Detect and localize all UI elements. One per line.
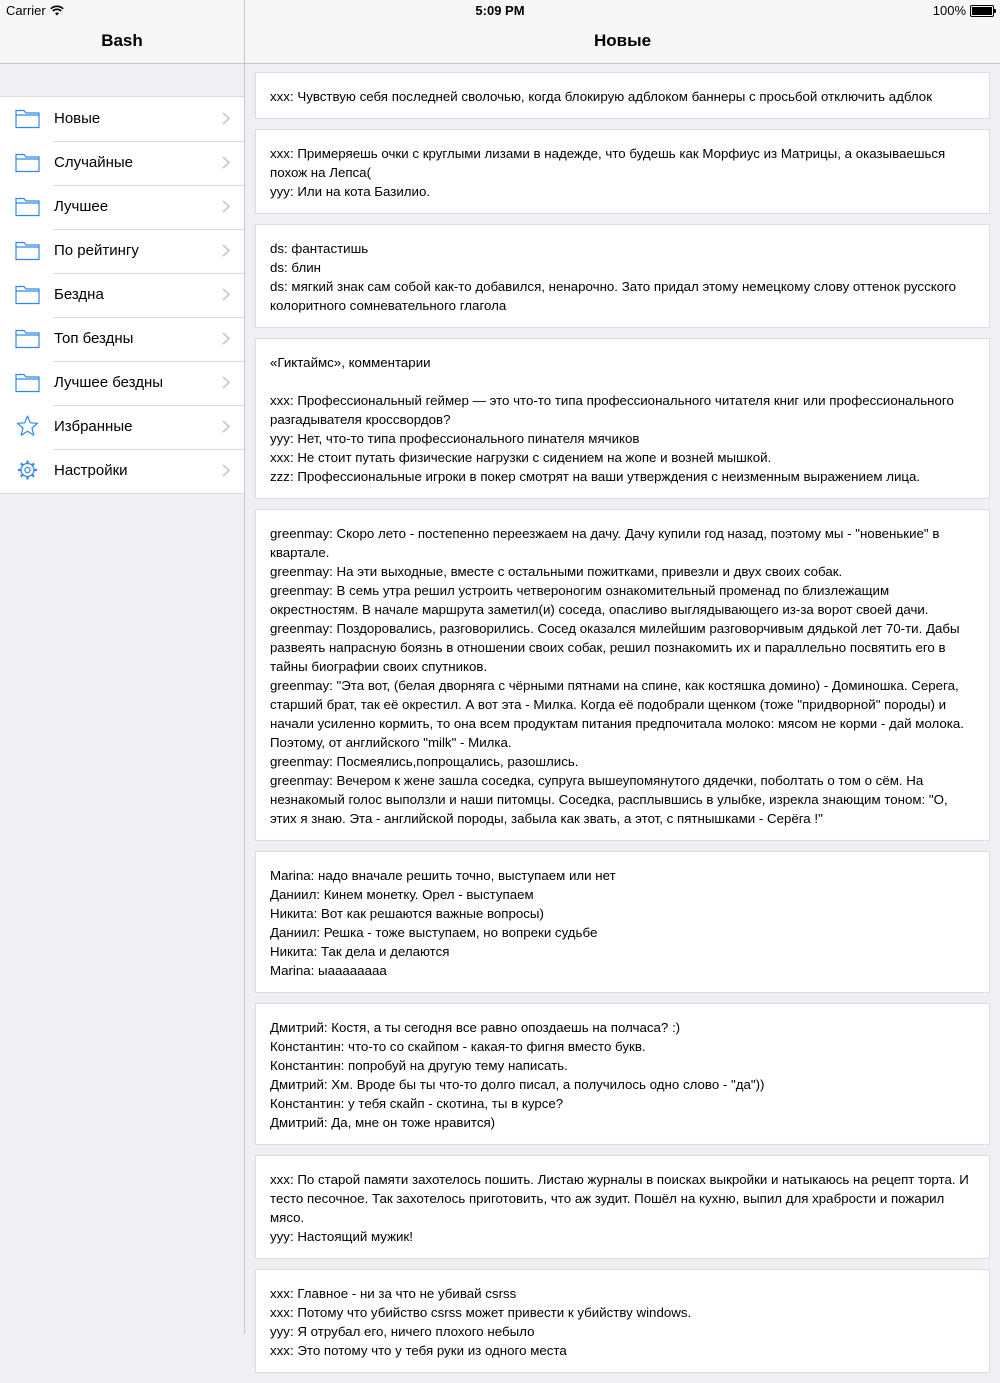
folder-icon [15, 151, 40, 173]
chevron-right-icon [222, 376, 230, 389]
chevron-right-icon [222, 288, 230, 301]
chevron-right-icon [222, 244, 230, 257]
sidebar-item-best[interactable] [0, 185, 244, 229]
quote-item[interactable]: greenmay: Скоро лето - постепенно переезжаем на дачу. Дачу купили год назад, поэтому мы - "новенькие" в квартале. greenmay: На эти выходные, вместе с остальными пожитками, привезли и двух своих собак. greenmay: В семь утра решил устроить четвероногим ознакомительный променад по близлежащим окрестностям. В начале маршрута заметил(и) соседа, опасливо выглядывающего из-за ворот своей дачи. greenmay: Поздоровались, разговорились. Сосед оказался милейшим разговорчивым дядькой лет 70-ти. Дабы развеять напрасную боязнь в отношении своих собак, решил познакомить их и параллельно посвятить его в тайны биографии своих спутников. greenmay: "Эта вот, (белая дворняга с чёрными пятнами на спине, как костяшка домино) - Доминошка. Серега, старший брат, так её окрестил. А вот эта - Милка. Когда её подобрали щенком (тоже "придворной" породы) и начали усиленно кормить, то она всем продуктам питания предпочитала молоко: мясом не корми - дай молока. Поэтому, от английского "milk" - Милка. greenmay: Посмеялись,попрощались, разошлись. greenmay: Вечером к жене зашла соседка, супруга вышеупомянутого дядечки, поболтать о том о сём. На незнакомый голос выползли и наши питомцы. Соседка, расплывшись в улыбке, изрекла знающим тоном: "О, этих я знаю. Эта - английской породы, забыла как звать, а этот, с пятнышками - Серёга !" [255, 509, 990, 841]
star-icon [15, 415, 40, 437]
sidebar-title: Bash [101, 31, 143, 50]
sidebar-item-label: Бездна [54, 286, 104, 303]
sidebar-item-favorites[interactable] [0, 405, 244, 449]
folder-icon [15, 327, 40, 349]
quote-item[interactable]: «Гиктаймс», комментарии xxx: Профессиональный геймер — это что-то типа профессионального читателя книг или профессионального разгадывателя кроссвордов? yyy: Нет, что-то типа профессионального пинателя мячиков xxx: Не стоит путать физические нагрузки с сидением на жопе и возней мышкой. zzz: Профессиональные игроки в покер смотрят на ваши утверждения с неизменным выражением лица. [255, 338, 990, 499]
battery-percent: 100% [932, 3, 966, 18]
sidebar-item-abyss[interactable] [0, 273, 244, 317]
chevron-right-icon [222, 332, 230, 345]
sidebar-item-settings[interactable] [0, 449, 244, 493]
chevron-right-icon [222, 464, 230, 477]
folder-icon [15, 107, 40, 129]
folder-icon [15, 283, 40, 305]
sidebar [0, 0, 245, 1334]
sidebar-item-by-rating[interactable] [0, 229, 244, 273]
folder-icon [15, 371, 40, 393]
status-bar [0, 0, 1000, 20]
quote-list[interactable] [255, 72, 990, 1383]
quote-item[interactable]: Marina: надо вначале решить точно, выступаем или нет Даниил: Кинем монетку. Орел - выступаем Никита: Вот как решаются важные вопросы) Даниил: Решка - тоже выступаем, но вопреки судьбе Никита: Так дела и делаются Marina: ыааааaaaa [255, 851, 990, 993]
page-title: Новые [593, 31, 652, 50]
sidebar-item-random[interactable] [0, 141, 244, 185]
battery-indicator [933, 3, 994, 18]
gear-icon [15, 459, 40, 481]
sidebar-item-label: Настройки [54, 462, 128, 479]
carrier-label: Carrier [6, 3, 46, 18]
sidebar-item-abyss-top[interactable] [0, 317, 244, 361]
battery-icon [970, 5, 994, 17]
sidebar-item-label: Избранные [54, 418, 133, 435]
sidebar-item-label: Случайные [54, 154, 134, 171]
main-panel [245, 0, 1000, 1358]
quote-item[interactable]: xxx: Чувствую себя последней сволочью, когда блокирую адблоком баннеры с просьбой отключить адблок [255, 72, 990, 119]
chevron-right-icon [222, 156, 230, 169]
chevron-right-icon [222, 420, 230, 433]
sidebar-item-abyss-best[interactable] [0, 361, 244, 405]
sidebar-item-label: Новые [54, 110, 101, 127]
sidebar-item-label: Лучшее [54, 198, 109, 215]
sidebar-item-label: Лучшее бездны [54, 374, 164, 391]
folder-icon [15, 195, 40, 217]
quote-item[interactable]: xxx: Главное - ни за что не убивай csrss xxx: Потому что убийство csrss может привести к убийству windows. yyy: Я отрубал его, ничего плохого небыло xxx: Это потому что у тебя руки из одного места [255, 1269, 990, 1373]
chevron-right-icon [222, 200, 230, 213]
quote-item[interactable]: ds: фантастишь ds: блин ds: мягкий знак сам собой как-то добавился, ненарочно. Зато придал этому немецкому слову оттенок русского колоритного сомневательного глагола [255, 224, 990, 328]
sidebar-menu [0, 96, 244, 494]
quote-item[interactable]: Дмитрий: Костя, а ты сегодня все равно опоздаешь на полчаса? :) Константин: что-то со скайпом - какая-то фигня вместо букв. Константин: попробуй на другую тему написать. Дмитрий: Хм. Вроде бы ты что-то долго писал, а получилось одно слово - "да")) Константин: у тебя скайп - скотина, ты в курсе? Дмитрий: Да, мне он тоже нравится) [255, 1003, 990, 1145]
sidebar-item-label: Топ бездны [54, 330, 134, 347]
clock: 5:09 PM [475, 3, 525, 18]
quote-item[interactable]: xxx: Примеряешь очки с круглыми лизами в надежде, что будешь как Морфиус из Матрицы, а оказываешься похож на Лепса( yyy: Или на кота Базилио. [255, 129, 990, 214]
sidebar-item-label: По рейтингу [54, 242, 139, 259]
chevron-right-icon [222, 112, 230, 125]
quote-item[interactable]: xxx: По старой памяти захотелось пошить. Листаю журналы в поисках выкройки и натыкаюсь на рецепт торта. И тесто песочное. Так захотелось приготовить, что аж зудит. Пошёл на кухню, выпил для храбрости и пожарил мясо. yyy: Настоящий мужик! [255, 1155, 990, 1259]
sidebar-item-new[interactable] [0, 97, 244, 141]
folder-icon [15, 239, 40, 261]
